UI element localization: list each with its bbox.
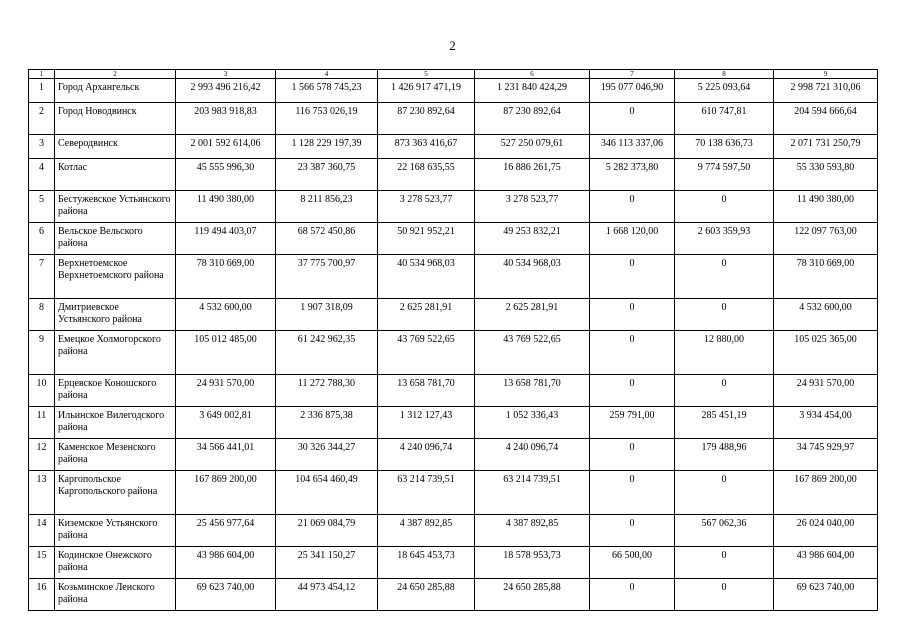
value-col-3: 34 566 441,01	[176, 439, 276, 471]
value-col-3: 69 623 740,00	[176, 579, 276, 611]
municipality-name: Котлас	[55, 159, 176, 191]
column-number: 9	[774, 70, 878, 79]
municipality-name: Каргопольское Каргопольского района	[55, 471, 176, 515]
value-col-5: 24 650 285,88	[378, 579, 475, 611]
value-col-5: 18 645 453,73	[378, 547, 475, 579]
row-number: 4	[29, 159, 55, 191]
column-number: 1	[29, 70, 55, 79]
value-col-7: 5 282 373,80	[590, 159, 675, 191]
column-number: 5	[378, 70, 475, 79]
value-col-5: 50 921 952,21	[378, 223, 475, 255]
row-number: 8	[29, 299, 55, 331]
table-row	[29, 471, 878, 515]
value-col-9: 78 310 669,00	[774, 255, 878, 299]
value-col-5: 3 278 523,77	[378, 191, 475, 223]
value-col-5: 873 363 416,67	[378, 135, 475, 159]
value-col-7: 0	[590, 375, 675, 407]
column-number-row	[29, 70, 878, 79]
row-number: 12	[29, 439, 55, 471]
value-col-8: 0	[675, 255, 774, 299]
value-col-8: 285 451,19	[675, 407, 774, 439]
value-col-7: 0	[590, 471, 675, 515]
value-col-5: 63 214 739,51	[378, 471, 475, 515]
value-col-7: 1 668 120,00	[590, 223, 675, 255]
municipality-name: Город Новодвинск	[55, 103, 176, 135]
row-number: 14	[29, 515, 55, 547]
value-col-6: 4 240 096,74	[475, 439, 590, 471]
page-number: 2	[449, 38, 456, 53]
value-col-5: 1 312 127,43	[378, 407, 475, 439]
value-col-8: 70 138 636,73	[675, 135, 774, 159]
table-row	[29, 547, 878, 579]
value-col-3: 3 649 002,81	[176, 407, 276, 439]
value-col-4: 116 753 026,19	[276, 103, 378, 135]
value-col-6: 13 658 781,70	[475, 375, 590, 407]
value-col-3: 45 555 996,30	[176, 159, 276, 191]
budget-table	[28, 69, 878, 611]
column-number: 6	[475, 70, 590, 79]
value-col-8: 0	[675, 191, 774, 223]
value-col-6: 63 214 739,51	[475, 471, 590, 515]
value-col-6: 40 534 968,03	[475, 255, 590, 299]
column-number: 8	[675, 70, 774, 79]
row-number: 2	[29, 103, 55, 135]
value-col-9: 55 330 593,80	[774, 159, 878, 191]
value-col-3: 2 993 496 216,42	[176, 79, 276, 103]
table-row	[29, 191, 878, 223]
municipality-name: Кодинское Онежского района	[55, 547, 176, 579]
value-col-6: 49 253 832,21	[475, 223, 590, 255]
value-col-5: 22 168 635,55	[378, 159, 475, 191]
municipality-name: Верхнетоемское Верхнетоемского района	[55, 255, 176, 299]
value-col-4: 21 069 084,79	[276, 515, 378, 547]
column-number: 7	[590, 70, 675, 79]
value-col-4: 30 326 344,27	[276, 439, 378, 471]
value-col-8: 610 747,81	[675, 103, 774, 135]
municipality-name: Ильинское Вилегодского района	[55, 407, 176, 439]
value-col-4: 1 566 578 745,23	[276, 79, 378, 103]
municipality-name: Киземское Устьянского района	[55, 515, 176, 547]
value-col-7: 0	[590, 103, 675, 135]
table-row	[29, 439, 878, 471]
value-col-8: 0	[675, 579, 774, 611]
value-col-4: 44 973 454,12	[276, 579, 378, 611]
value-col-9: 204 594 666,64	[774, 103, 878, 135]
value-col-4: 11 272 788,30	[276, 375, 378, 407]
municipality-name: Бестужевское Устьянского района	[55, 191, 176, 223]
municipality-name: Вельское Вельского района	[55, 223, 176, 255]
row-number: 15	[29, 547, 55, 579]
value-col-8: 567 062,36	[675, 515, 774, 547]
value-col-7: 0	[590, 579, 675, 611]
value-col-7: 259 791,00	[590, 407, 675, 439]
value-col-9: 26 024 040,00	[774, 515, 878, 547]
value-col-9: 2 071 731 250,79	[774, 135, 878, 159]
value-col-8: 0	[675, 375, 774, 407]
value-col-3: 203 983 918,83	[176, 103, 276, 135]
value-col-9: 34 745 929,97	[774, 439, 878, 471]
value-col-8: 0	[675, 299, 774, 331]
value-col-6: 16 886 261,75	[475, 159, 590, 191]
value-col-5: 2 625 281,91	[378, 299, 475, 331]
value-col-4: 1 128 229 197,39	[276, 135, 378, 159]
column-number: 4	[276, 70, 378, 79]
value-col-3: 11 490 380,00	[176, 191, 276, 223]
value-col-9: 43 986 604,00	[774, 547, 878, 579]
value-col-7: 66 500,00	[590, 547, 675, 579]
table-row	[29, 515, 878, 547]
municipality-name: Северодвинск	[55, 135, 176, 159]
value-col-9: 3 934 454,00	[774, 407, 878, 439]
table-row	[29, 135, 878, 159]
value-col-6: 4 387 892,85	[475, 515, 590, 547]
row-number: 13	[29, 471, 55, 515]
value-col-3: 2 001 592 614,06	[176, 135, 276, 159]
municipality-name: Каменское Мезенского района	[55, 439, 176, 471]
value-col-4: 61 242 962,35	[276, 331, 378, 375]
value-col-5: 43 769 522,65	[378, 331, 475, 375]
column-number: 2	[55, 70, 176, 79]
table-row	[29, 331, 878, 375]
value-col-8: 2 603 359,93	[675, 223, 774, 255]
municipality-name: Ерцевское Коношского района	[55, 375, 176, 407]
value-col-6: 24 650 285,88	[475, 579, 590, 611]
value-col-4: 23 387 360,75	[276, 159, 378, 191]
table-row	[29, 79, 878, 103]
value-col-7: 0	[590, 191, 675, 223]
value-col-7: 195 077 046,90	[590, 79, 675, 103]
municipality-name: Город Архангельск	[55, 79, 176, 103]
value-col-5: 4 387 892,85	[378, 515, 475, 547]
municipality-name: Емецкое Холмогорского района	[55, 331, 176, 375]
table-row	[29, 299, 878, 331]
value-col-9: 2 998 721 310,06	[774, 79, 878, 103]
table-row	[29, 103, 878, 135]
value-col-5: 87 230 892,64	[378, 103, 475, 135]
value-col-3: 24 931 570,00	[176, 375, 276, 407]
value-col-7: 0	[590, 299, 675, 331]
value-col-7: 0	[590, 439, 675, 471]
value-col-3: 105 012 485,00	[176, 331, 276, 375]
value-col-6: 18 578 953,73	[475, 547, 590, 579]
value-col-7: 346 113 337,06	[590, 135, 675, 159]
value-col-3: 25 456 977,64	[176, 515, 276, 547]
value-col-6: 43 769 522,65	[475, 331, 590, 375]
value-col-4: 104 654 460,49	[276, 471, 378, 515]
value-col-6: 527 250 079,61	[475, 135, 590, 159]
value-col-5: 13 658 781,70	[378, 375, 475, 407]
value-col-8: 0	[675, 547, 774, 579]
value-col-8: 179 488,96	[675, 439, 774, 471]
table-row	[29, 407, 878, 439]
table-row	[29, 159, 878, 191]
value-col-8: 12 880,00	[675, 331, 774, 375]
value-col-9: 167 869 200,00	[774, 471, 878, 515]
row-number: 1	[29, 79, 55, 103]
value-col-8: 0	[675, 471, 774, 515]
value-col-7: 0	[590, 331, 675, 375]
value-col-4: 2 336 875,38	[276, 407, 378, 439]
value-col-6: 87 230 892,64	[475, 103, 590, 135]
value-col-9: 122 097 763,00	[774, 223, 878, 255]
value-col-3: 43 986 604,00	[176, 547, 276, 579]
municipality-name: Козьминское Ленского района	[55, 579, 176, 611]
table-row	[29, 255, 878, 299]
row-number: 9	[29, 331, 55, 375]
value-col-3: 167 869 200,00	[176, 471, 276, 515]
value-col-5: 40 534 968,03	[378, 255, 475, 299]
table-row	[29, 375, 878, 407]
value-col-8: 9 774 597,50	[675, 159, 774, 191]
table-row	[29, 223, 878, 255]
row-number: 16	[29, 579, 55, 611]
value-col-3: 4 532 600,00	[176, 299, 276, 331]
value-col-9: 105 025 365,00	[774, 331, 878, 375]
value-col-9: 24 931 570,00	[774, 375, 878, 407]
value-col-8: 5 225 093,64	[675, 79, 774, 103]
value-col-3: 78 310 669,00	[176, 255, 276, 299]
row-number: 5	[29, 191, 55, 223]
value-col-7: 0	[590, 255, 675, 299]
value-col-6: 1 231 840 424,29	[475, 79, 590, 103]
value-col-4: 8 211 856,23	[276, 191, 378, 223]
row-number: 10	[29, 375, 55, 407]
municipality-name: Дмитриевское Устьянского района	[55, 299, 176, 331]
value-col-5: 1 426 917 471,19	[378, 79, 475, 103]
value-col-4: 68 572 450,86	[276, 223, 378, 255]
value-col-9: 4 532 600,00	[774, 299, 878, 331]
row-number: 3	[29, 135, 55, 159]
value-col-3: 119 494 403,07	[176, 223, 276, 255]
value-col-4: 1 907 318,09	[276, 299, 378, 331]
value-col-9: 69 623 740,00	[774, 579, 878, 611]
value-col-4: 25 341 150,27	[276, 547, 378, 579]
row-number: 11	[29, 407, 55, 439]
value-col-9: 11 490 380,00	[774, 191, 878, 223]
row-number: 6	[29, 223, 55, 255]
value-col-7: 0	[590, 515, 675, 547]
value-col-6: 2 625 281,91	[475, 299, 590, 331]
value-col-5: 4 240 096,74	[378, 439, 475, 471]
column-number: 3	[176, 70, 276, 79]
row-number: 7	[29, 255, 55, 299]
value-col-4: 37 775 700,97	[276, 255, 378, 299]
table-row	[29, 579, 878, 611]
value-col-6: 3 278 523,77	[475, 191, 590, 223]
value-col-6: 1 052 336,43	[475, 407, 590, 439]
